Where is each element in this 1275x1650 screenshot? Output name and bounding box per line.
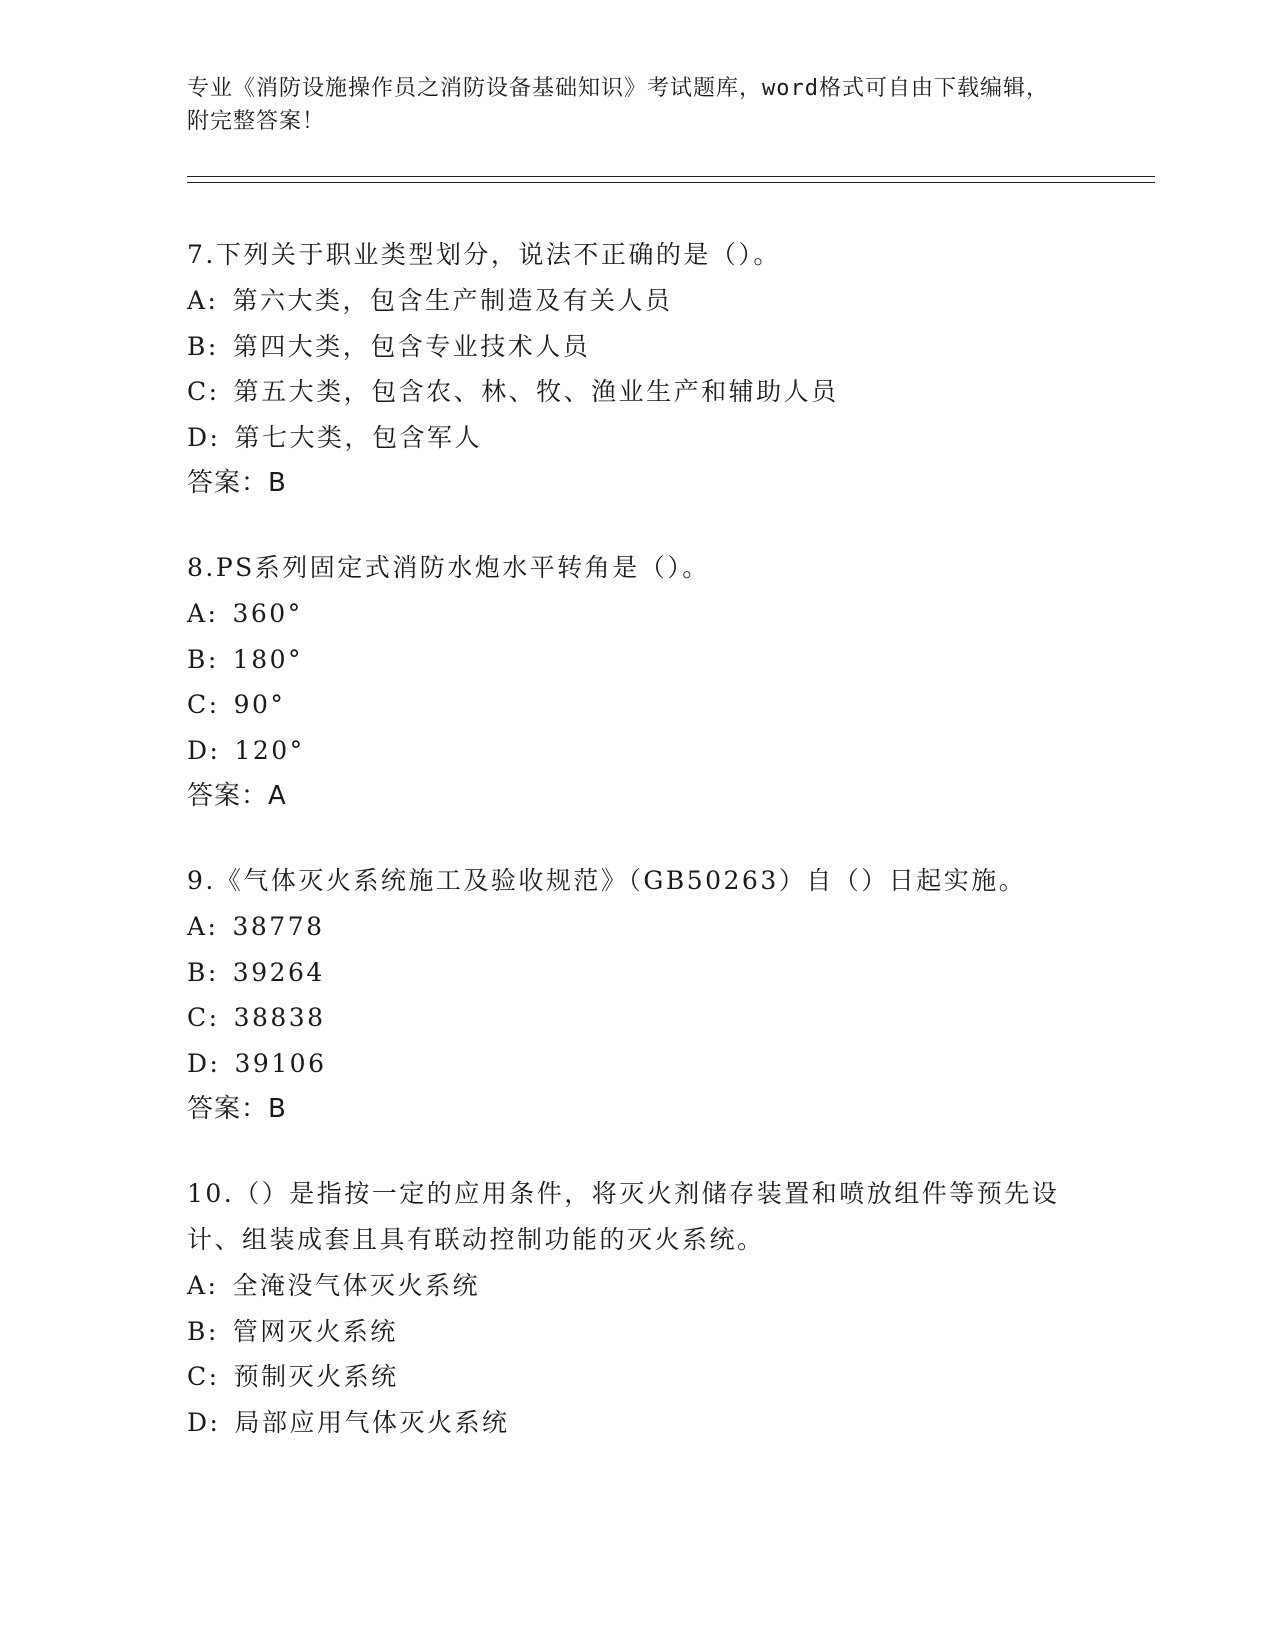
header-divider-bottom [187,182,1155,183]
option-text: 360° [232,599,303,628]
option-b [187,1309,1087,1355]
option-letter: A: [187,286,219,315]
question-8 [187,545,1087,819]
option-text: 180° [232,644,304,674]
option-text: 120° [234,735,305,765]
option-b [187,637,1087,683]
question-stem: 9.《气体灭火系统施工及验收规范》（GB50263）自（）日起实施。 [187,866,1027,895]
answer-line: 答案：B [187,1094,287,1124]
question-9 [187,858,1087,1132]
option-d [187,415,1087,461]
option-letter: D: [187,422,221,452]
option-letter: B: [187,331,219,361]
option-a [187,1263,1087,1309]
option-letter: B: [187,957,219,987]
option-b [187,324,1087,370]
option-text: 第四大类，包含专业技术人员 [232,331,591,361]
option-c [187,369,1087,415]
option-a [187,591,1087,637]
option-letter: A: [187,599,219,628]
option-letter: D: [187,1407,221,1437]
option-letter: B: [187,1316,219,1346]
option-letter: A: [187,1271,219,1300]
option-b [187,950,1087,996]
option-text: 管网灭火系统 [232,1316,398,1346]
question-stem: 10.（）是指按一定的应用条件，将灭火剂储存装置和喷放组件等预先设计、组装成套且具有联动控制功能的灭火系统。 [187,1179,1060,1254]
option-text: 第七大类，包含军人 [234,422,482,452]
header-divider-top [187,176,1155,177]
option-letter: A: [187,912,219,941]
option-text: 90° [233,690,286,719]
option-text: 38838 [233,1003,326,1032]
option-text: 39106 [234,1048,327,1078]
answer-line: 答案：B [187,468,287,498]
answer-line: 答案：A [187,781,287,811]
option-d [187,1041,1087,1087]
option-text: 第五大类，包含农、林、牧、渔业生产和辅助人员 [233,377,839,406]
option-c [187,1354,1087,1400]
option-text: 局部应用气体灭火系统 [234,1407,510,1437]
option-letter: D: [187,735,221,765]
option-letter: C: [187,690,220,719]
question-stem: 7.下列关于职业类型划分，说法不正确的是（）。 [187,240,781,269]
option-letter: C: [187,1003,220,1032]
option-text: 预制灭火系统 [233,1362,399,1391]
question-stem: 8.PS系列固定式消防水炮水平转角是（）。 [187,553,710,582]
option-letter: D: [187,1048,221,1078]
option-d [187,1400,1087,1446]
question-list [187,232,1087,1484]
option-text: 39264 [232,957,325,987]
option-letter: C: [187,377,220,406]
question-10 [187,1171,1087,1445]
question-7 [187,232,1087,506]
option-c [187,682,1087,728]
option-a [187,904,1087,950]
option-text: 全淹没气体灭火系统 [232,1271,480,1300]
option-a [187,278,1087,324]
document-header: 专业《消防设施操作员之消防设备基础知识》考试题库，word格式可自由下载编辑，附完整答案！ [187,76,1049,134]
option-text: 第六大类，包含生产制造及有关人员 [232,286,673,315]
option-text: 38778 [232,912,325,941]
option-letter: B: [187,644,219,674]
option-c [187,995,1087,1041]
option-letter: C: [187,1362,220,1391]
option-d [187,728,1087,774]
